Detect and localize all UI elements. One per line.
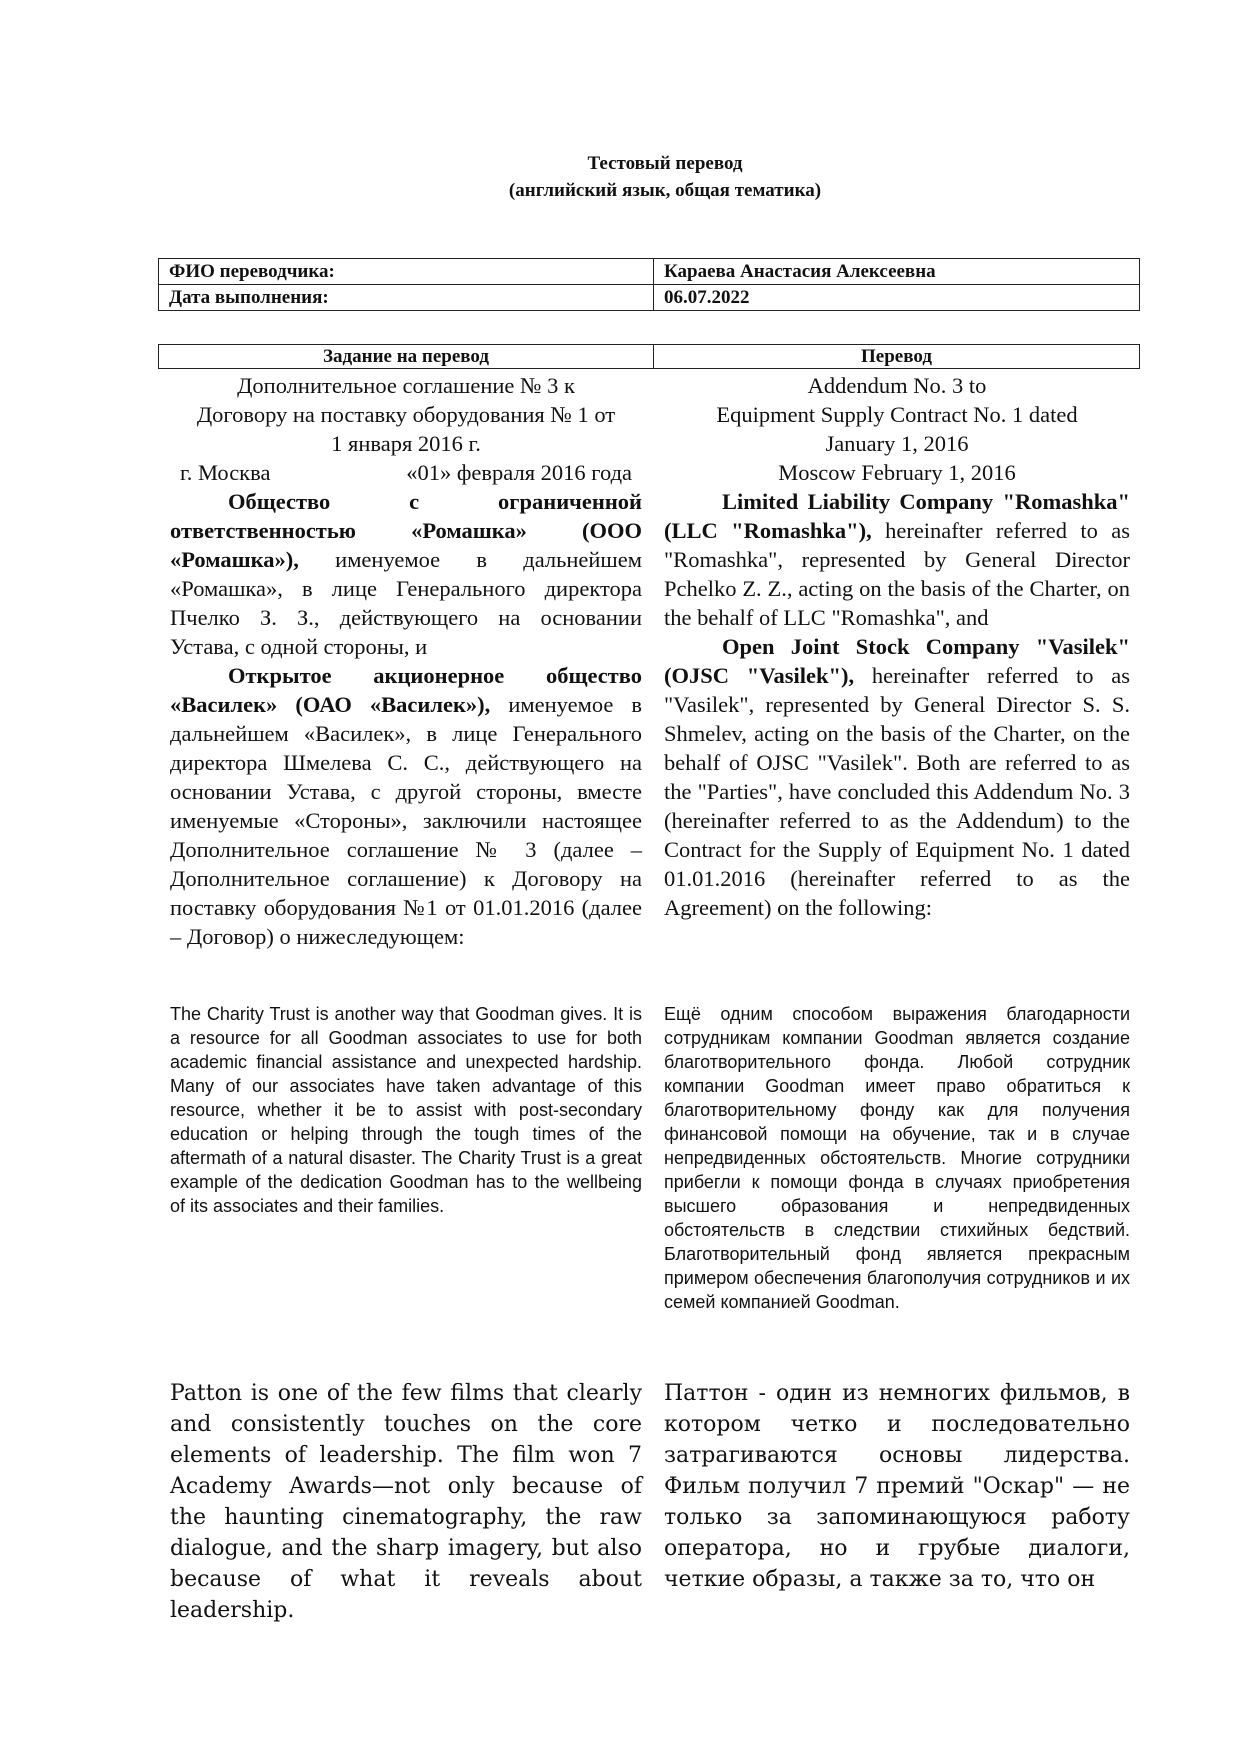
translator-value: Караева Анастасия Алексеевна [654,259,1140,285]
party1-name-ru: Общество с ограниченной ответственностью «Ромашка» (ООО «Ромашка»), [170,489,642,572]
addendum-title-ru-line2: Договору на поставку оборудования № 1 от [196,402,616,427]
party2-name-ru: Открытое акционерное общество «Василек» (ОАО «Василек»), [170,663,642,717]
party2-text-en: hereinafter referred to as "Vasilek", represented by General Director S. S. Shmelev, acting on the basis of the Charter, on the behalf of OJSC "Vasilek". Both are referred to as the "Parties", have concluded this Addendum No. 3 (hereinafter referred to as the Addendum) to the Contract for the Supply of Equipment No. 1 dated 01.01.2016 (hereinafter referred to as the Agreement) on the following: [664,663,1130,920]
party1-name-en: Limited Liability Company "Romashka" (LLC "Romashka"), [664,489,1130,543]
document-title [0,150,1240,204]
city-ru: г. Москва [180,460,271,485]
city-date-en: Moscow February 1, 2016 [778,460,1016,485]
city-date-ru [170,458,642,487]
party1-text-ru: именуемое в дальнейшем «Ромашка», в лице Генерального директора Пчелко З. З., действующего на основании Устава, с одной стороны, и [170,547,642,659]
section1-source [170,371,642,951]
section1-translation [664,371,1130,922]
addendum-title-ru-line1: Дополнительное соглашение № 3 к [237,373,575,398]
column-header-table [158,344,1140,369]
date-value: 06.07.2022 [654,285,1140,311]
source-column-header: Задание на перевод [159,345,654,369]
addendum-title-en-line2: Equipment Supply Contract No. 1 dated [716,402,1078,427]
target-column-header: Перевод [654,345,1140,369]
charity-trust-translation: Ещё одним способом выражения благодарности сотрудникам компании Goodman является создание благотворительного фонда. Любой сотрудник компании Goodman имеет право обратиться к благотворительному фонду как для получения финансовой помощи на обучение, так и в случае непредвиденных обстоятельств. Многие сотрудники прибегли к помощи фонда в случаях приобретения высшего образования и непредвиденных обстоятельств в следствии стихийных бедствий. Благотворительный фонд является прекрасным примером обеспечения благополучия сотрудников и их семей компанией Goodman. [664,1004,1130,1312]
translator-info-table [158,258,1140,311]
translator-row [159,259,1140,285]
addendum-title-en-line3: January 1, 2016 [825,431,969,456]
party1-paragraph-ru [170,487,642,661]
party1-paragraph-en [664,487,1130,632]
translator-label: ФИО переводчика: [159,259,654,285]
patton-translation: Паттон - один из немногих фильмов, в котором четко и последовательно затрагиваются основы лидерства. Фильм получил 7 премий "Оскар" — не только за запоминающуюся работу оператора, но и грубые диалоги, четкие образы, а также за то, что он [664,1381,1130,1592]
addendum-title-en-line1: Addendum No. 3 to [807,373,987,398]
addendum-title-ru-line3: 1 января 2016 г. [331,431,481,456]
party2-paragraph-ru [170,661,642,951]
party2-name-en: Open Joint Stock Company "Vasilek" (OJSC "Vasilek"), [664,634,1130,688]
date-ru: «01» февраля 2016 года [406,460,632,485]
party2-text-ru: именуемое в дальнейшем «Василек», в лице Генерального директора Шмелева С. С., действующего на основании Устава, с другой стороны, вместе именуемые «Стороны», заключили настоящее Дополнительное соглашение № 3 (далее – Дополнительное соглашение) к Договору на поставку оборудования №1 от 01.01.2016 (далее – Договор) о нижеследующем: [170,692,642,949]
charity-trust-source: The Charity Trust is another way that Goodman gives. It is a resource for all Goodman associates to use for both academic financial assistance and unexpected hardship. Many of our associates have taken advantage of this resource, whether it be to assist with post-secondary education or helping through the tough times of the aftermath of a natural disaster. The Charity Trust is a great example of the dedication Goodman has to the wellbeing of its associates and their families. [170,1004,642,1216]
patton-source: Patton is one of the few films that clearly and consistently touches on the core elements of leadership. The film won 7 Academy Awards—not only because of the haunting cinematography, the raw dialogue, and the sharp imagery, but also because of what it reveals about leadership. [170,1381,642,1623]
party1-text-en: hereinafter referred to as "Romashka", represented by General Director Pchelko Z. Z., acting on the basis of the Charter, on the behalf of LLC "Romashka", and [664,518,1130,630]
party2-paragraph-en [664,632,1130,922]
date-row [159,285,1140,311]
title-line-1: Тестовый перевод [587,153,743,174]
title-line-2: (английский язык, общая тематика) [508,180,822,201]
date-label: Дата выполнения: [159,285,654,311]
